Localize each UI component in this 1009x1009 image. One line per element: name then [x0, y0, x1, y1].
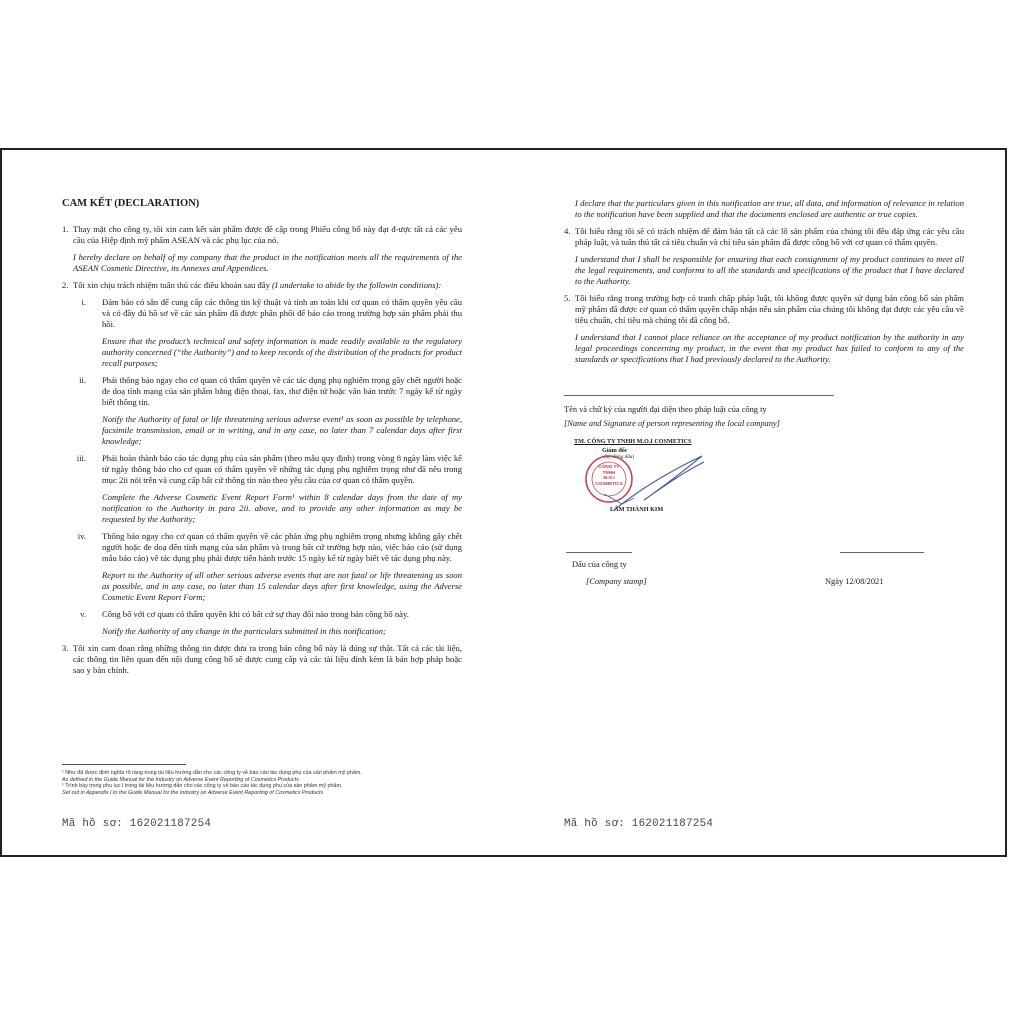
declaration-item-1-en: I hereby declare on behalf of my company that the product in the notification meets all the requirements of the ASEAN Cosmetic Directive, its Annexes and Appendices.	[73, 252, 462, 273]
record-number-left: Mã hồ sơ: 162021187254	[62, 818, 212, 830]
declaration-item-1: 1. Thay mặt cho công ty, tôi xin cam kết sản phẩm được đề cập trong Phiếu công bố này đạt đ-ược tất cả các yêu cầu của Hiệp định mỹ phẩm ASEAN và các phụ lục của nó.	[62, 224, 462, 245]
footnote-1-en: As defined in the Guide Manual for the Industry on Adverse Event Reporting of Cosmetics Products	[62, 776, 299, 783]
signature-title: Giám đốc	[602, 447, 628, 454]
signature-divider	[564, 395, 834, 396]
declaration-item-4-en: I understand that I shall be responsible for ensuring that each consignment of my product continues to meet all the legal requirements, and conforms to all the standards and specifications of the product that I have declared to the Authority.	[575, 254, 964, 286]
subitem-v-en: Notify the Authority of any change in the particulars submitted in this notification;	[102, 626, 386, 636]
company-stamp-label-vi: Dấu của công ty	[572, 560, 627, 569]
subitem-ii: ii. Phải thông báo ngay cho cơ quan có thẩm quyền về các tác dụng phụ nghiêm trọng gây chết người hoặc đe doạ tính mạng của sản phẩm bằng điện thoại, fax, thư điện tử hoặc văn bản trước 7 ngày kể từ ngày biết thông tin.	[79, 375, 462, 407]
stamp-line-left	[566, 552, 632, 553]
declaration-item-3: 3. Tôi xin cam đoan rằng những thông tin được đưa ra trong bản công bố này là đúng sự thật. Tất cả các tài liệu, các thông tin liên quan đến nội dung công bố sẽ được cung cấp và các tài liệu đính kèm là bản hợp pháp hoặc sao y bản chính.	[62, 643, 462, 675]
subitem-iv: iv. Thông báo ngay cho cơ quan có thẩm quyền về các phản ứng phụ nghiêm trọng nhưng không gây chết người hoặc đe doạ đến tính mạng của sản phẩm và trong bất cứ trường hợp nào, việc báo cáo (sử dụng mẫu báo cáo) về tác dụng phụ phải được tiến hành trước 15 ngày kể từ ngày biết về tác dụng phụ này.	[77, 531, 462, 563]
subitem-iv-en: Report to the Authority of all other serious adverse events that are not fatal or life threatening as soon as possible, and in any case, no later than 15 calendar days after first knowledge, using the Adverse Cosmetic Event Report Form;	[102, 570, 462, 602]
signature-block	[574, 434, 774, 534]
document-page	[0, 148, 1007, 857]
declaration-heading: CAM KẾT (DECLARATION)	[62, 198, 200, 209]
subitem-iii: iii. Phải hoàn thành báo cáo tác dụng phụ của sản phẩm (theo mẫu quy định) trong vòng 8 ngày làm việc kể từ ngày thông báo cho cơ quan có thẩm quyền về những tác dụng phụ nghiêm trọng như đã nêu trong mục 2ii nói trên và cung cấp bất cứ thông tin nào theo yêu cầu của cơ quan có thẩm quyền.	[76, 453, 462, 485]
footnote-2-en: Set out in Appendix I to the Guide Manual for the Industry on Adverse Event Reporting of Cosmetics Products	[62, 789, 324, 796]
record-number-right: Mã hồ sơ: 162021187254	[564, 818, 714, 830]
declaration-item-5-en: I understand that I cannot place reliance on the acceptance of my product notification by the authority in any legal proceedings concerning my product, in the event that my product has failed to conform to any of the standards or specifications that I had previously declared to the Authority.	[575, 332, 964, 364]
company-stamp-label-en: [Company stamp]	[586, 577, 647, 586]
declaration-item-4: 4. Tôi hiểu rằng tôi sẽ có trách nhiệm để đảm bảo tất cả các lô sản phẩm của chúng tôi đều đáp ứng các yêu cầu pháp luật, và tuân thủ tất cả tiêu chuẩn và chỉ tiêu sản phẩm đã được công bố với cơ quan có thẩm quyền.	[564, 226, 964, 247]
declaration-item-2: 2. Tôi xin chịu trách nhiệm tuân thủ các điều khoản sau đây (I undertake to abide by the followin conditions):	[62, 280, 442, 290]
subitem-v: v. Công bố với cơ quan có thẩm quyền khi có bất cứ sự thay đổi nào trong bản công bố này.	[80, 609, 409, 619]
subitem-ii-en: Notify the Authority of fatal or life threatening serious adverse event¹ as soon as possible by telephone, facsimile transmission, email or in writing, and in any case, no later than 7 calendar days after first knowledge;	[102, 414, 462, 446]
footnote-1-vi: ¹ Như đã được định nghĩa rõ ràng trong tài liệu hướng dẫn cho các công ty về báo cáo tác dụng phụ của sản phẩm mỹ phẩm.	[62, 770, 362, 776]
declaration-item-5: 5. Tôi hiểu rằng trong trường hợp có tranh chấp pháp luật, tôi không được quyền sử dụng bản công bố sản phẩm mỹ phẩm đã được cơ quan có thẩm quyền chấp nhận nếu sản phẩm của chúng tôi không đạt được các yêu cầu về tiêu chuẩn, chỉ tiêu mà chúng tôi đã công bố.	[564, 293, 964, 325]
signature-label-en: [Name and Signature of person representing the local company]	[564, 419, 780, 428]
signature-company: TM. CÔNG TY TNHH M.O.I COSMETICS	[574, 438, 692, 445]
subitem-i-en: Ensure that the product’s technical and safety information is made readily available to the regulatory authority concerned (“the Authority”) and to keep records of the distribution of the products for product recall purposes;	[102, 336, 462, 368]
signature-label-vi: Tên và chữ ký của người đại diện theo pháp luật của công ty	[564, 405, 767, 414]
footnote-divider	[62, 764, 186, 765]
subitem-iii-en: Complete the Adverse Cosmetic Event Report Form¹ within 8 calendar days from the date of my notification to the Authority in para 2ii. above, and to provide any other information as may be requested by the Authority;	[102, 492, 462, 524]
footnotes	[62, 770, 462, 796]
subitem-i: i. Đảm bảo có sẵn để cung cấp các thông tin kỹ thuật và tính an toàn khi cơ quan có thẩm quyền yêu cầu và có đầy đủ hồ sơ về các sản phẩm đã được phân phối để báo cáo trong trường hợp sản phẩm phải thu hồi.	[81, 297, 462, 329]
signature-note: (ký, đóng dấu)	[604, 454, 635, 460]
signature-date: Ngày 12/08/2021	[825, 577, 884, 586]
company-seal-text: CÔNG TY TNHH M.O.I COSMETICS	[595, 464, 623, 486]
footnote-2-vi: ¹ Trình bày trong phụ lục I trong tài liệu hướng dẫn cho các công ty về báo cáo tác dụng phụ của sản phẩm mỹ phẩm.	[62, 783, 343, 790]
signatory-name: LÂM THÀNH KIM	[610, 506, 664, 513]
declaration-intro-en: I declare that the particulars given in this notification are true, all data, and information of relevance in relation to the notification have been supplied and that the documents enclosed are authentic or true copies.	[575, 198, 964, 219]
stamp-line-right	[840, 552, 924, 553]
